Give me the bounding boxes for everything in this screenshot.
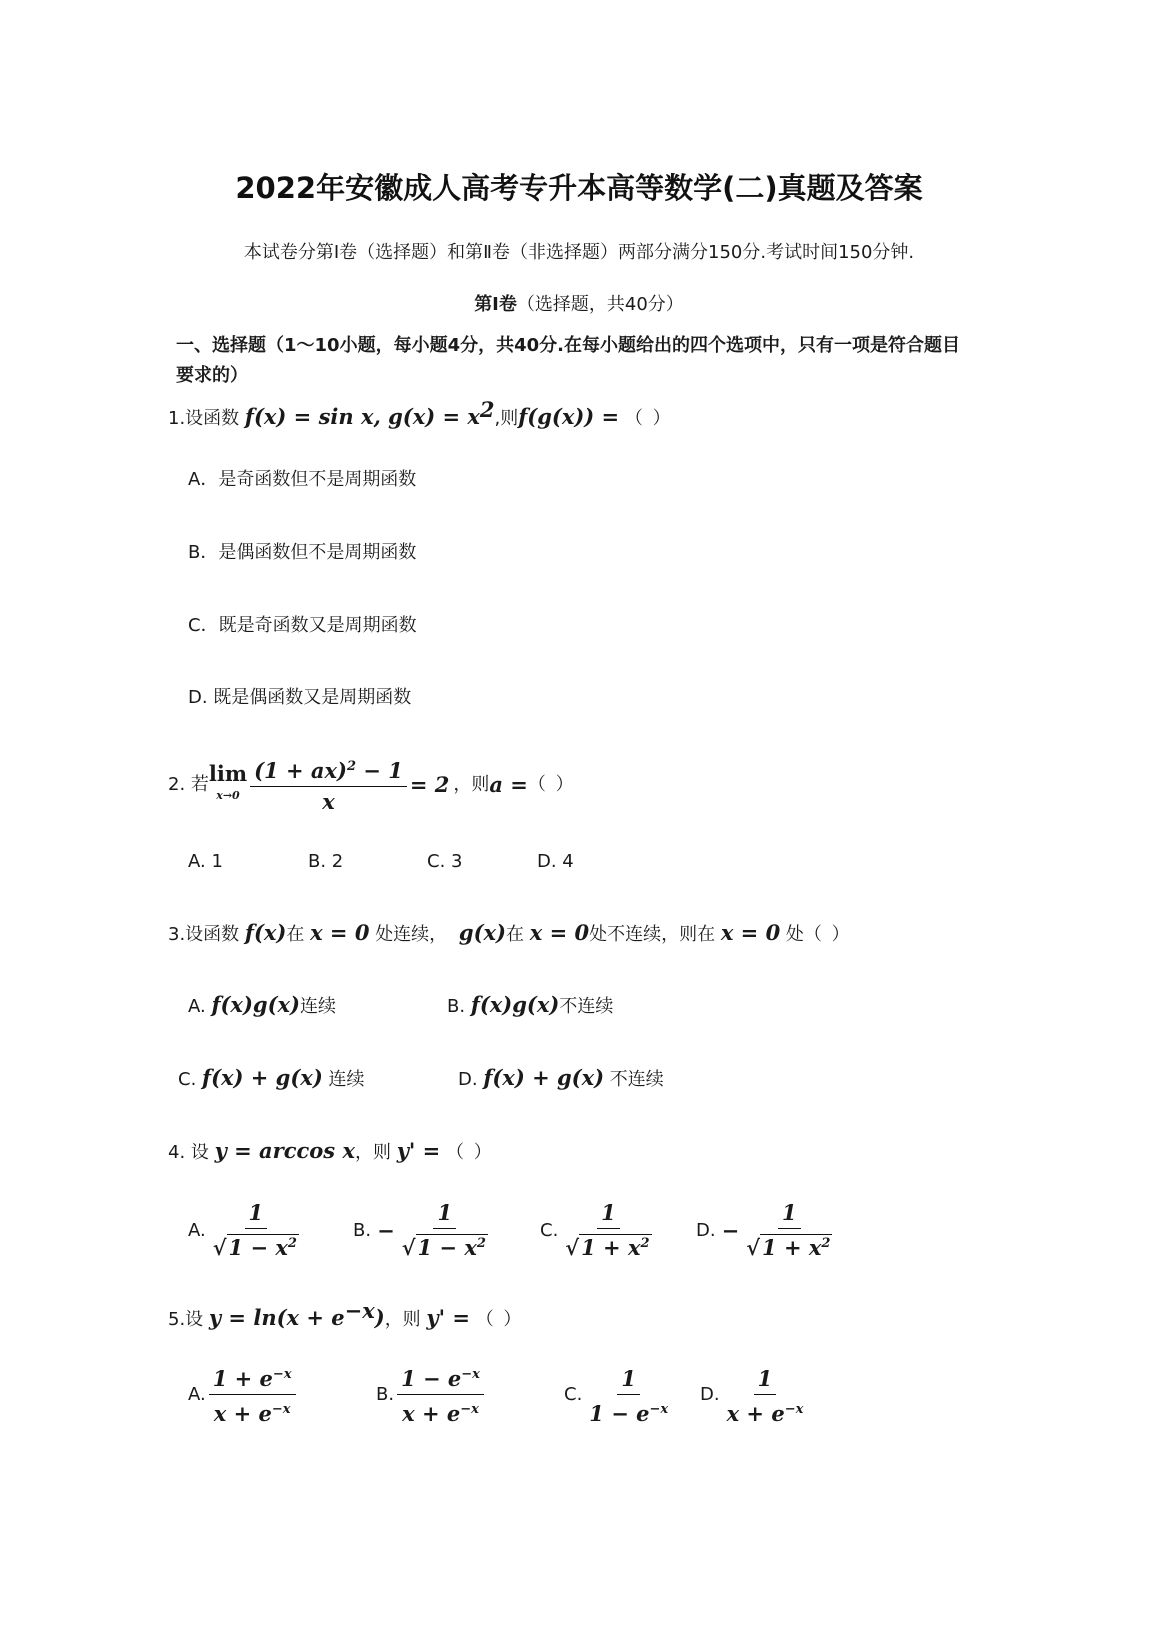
page-title: 2022年安徽成人高考专升本高等数学(二)真题及答案: [235, 171, 923, 205]
q4-math: y = arccos x: [214, 1138, 355, 1163]
q4-mid: ，则: [354, 1142, 391, 1163]
q1-option-d: D. 既是偶函数又是周期函数: [188, 687, 412, 708]
q2-option-b: B. 2: [308, 851, 344, 872]
q1-option-c: C．既是奇函数又是周期函数: [188, 615, 417, 636]
q2-lim-sub: x→0: [216, 788, 240, 802]
q1-option-a: A．是奇函数但不是周期函数: [188, 469, 417, 490]
part-desc: （选择题，共40分）: [516, 294, 684, 315]
q5-option-d: D. $\frac{1}{x + e^{-x}}$: [700, 1362, 810, 1427]
exam-intro: 本试卷分第Ⅰ卷（选择题）和第Ⅱ卷（非选择题）两部分满分150分.考试时间150分钟.: [243, 242, 915, 263]
q3-prefix: 3.设函数: [168, 924, 240, 945]
q3-option-b: B. f(x)g(x)不连续: [447, 992, 614, 1017]
q2-rhs: = 2: [409, 771, 450, 797]
q2-option-d: D. 4: [537, 851, 574, 872]
q4-option-b: B. − $\frac{1}{√1 - x^2}$: [353, 1200, 486, 1260]
q3-text-3: 在: [506, 924, 524, 945]
part-label: 第Ⅰ卷: [474, 294, 517, 315]
q2-mid: ，则: [453, 773, 490, 795]
q2-blank: （ ）: [527, 773, 576, 795]
q4-option-c: C. $\frac{1}{√1 + x^2}$: [540, 1200, 650, 1260]
q4-deriv: y' =: [396, 1138, 441, 1163]
q2-numerator: (1 + ax)$^2$ − 1: [250, 754, 407, 787]
q3-gx: g(x): [458, 920, 506, 945]
q1-mid: ,则: [494, 408, 519, 429]
question-2: [168, 754, 576, 815]
part-heading: [0, 290, 1158, 316]
q3-text-5: 处: [785, 924, 804, 945]
q4-prefix: 4. 设: [168, 1142, 209, 1163]
question-3: [168, 920, 852, 948]
q3-option-d: D. f(x) + g(x) 不连续: [458, 1065, 664, 1090]
q1-math-2: f(g(x)) =: [518, 404, 620, 429]
q5-math: y = ln(x + e: [208, 1305, 345, 1330]
q4-option-a: A. $\frac{1}{√1 - x^2}$: [188, 1200, 297, 1260]
q5-prefix: 5.设: [168, 1309, 204, 1330]
q3-x0-3: x = 0: [720, 920, 781, 945]
q3-fx: f(x): [244, 920, 287, 945]
q4-option-d: D. − $\frac{1}{√1 + x^2}$: [696, 1200, 831, 1260]
q2-prefix: 2. 若: [168, 773, 209, 795]
q1-sup: 2: [479, 397, 495, 422]
q5-option-a: A. $\frac{1 + e^{-x}}{x + e^{-x}}$: [188, 1362, 299, 1427]
q3-x0-1: x = 0: [310, 920, 370, 945]
q3-option-a: A. f(x)g(x)连续: [188, 992, 336, 1017]
q5-option-b: B. $\frac{1 - e^{-x}}{x + e^{-x}}$: [376, 1362, 487, 1427]
q1-math-1: f(x) = sin x, g(x) = x: [244, 404, 480, 429]
q5-deriv: y' =: [426, 1305, 470, 1330]
q1-option-b: B．是偶函数但不是周期函数: [188, 542, 417, 563]
section-heading: 一、选择题（1～10小题，每小题4分，共40分.在每小题给出的四个选项中，只有一项是符合题目要求的）: [176, 335, 960, 386]
q4-blank: （ ）: [445, 1142, 494, 1163]
q2-option-a: A. 1: [188, 851, 223, 872]
q3-option-c: C. f(x) + g(x) 连续: [178, 1065, 365, 1090]
q3-text-2: 处连续，: [375, 924, 448, 945]
question-5: [168, 1298, 523, 1333]
q5-mid: ，则: [384, 1309, 421, 1330]
question-4: [168, 1138, 494, 1166]
q3-x0-2: x = 0: [529, 920, 590, 945]
q2-denominator: x: [322, 789, 335, 814]
q2-option-c: C. 3: [427, 851, 463, 872]
q3-blank: （ ）: [803, 924, 852, 945]
q2-limit: [209, 761, 247, 809]
q2-fraction: [250, 754, 407, 815]
q2-lim-word: lim: [208, 760, 248, 786]
q3-text-4: 处不连续，则在: [589, 924, 716, 945]
q1-blank: （ ）: [624, 408, 673, 429]
q5-sup: −x: [344, 1298, 375, 1323]
q3-text-1: 在: [286, 924, 305, 945]
q1-prefix: 1.设函数: [168, 408, 240, 429]
q5-blank: （ ）: [475, 1309, 524, 1330]
q5-option-c: C. $\frac{1}{1 - e^{-x}}$: [564, 1362, 675, 1427]
q2-var: a =: [489, 771, 528, 797]
q5-close: ): [374, 1305, 385, 1330]
question-1: [168, 397, 673, 432]
